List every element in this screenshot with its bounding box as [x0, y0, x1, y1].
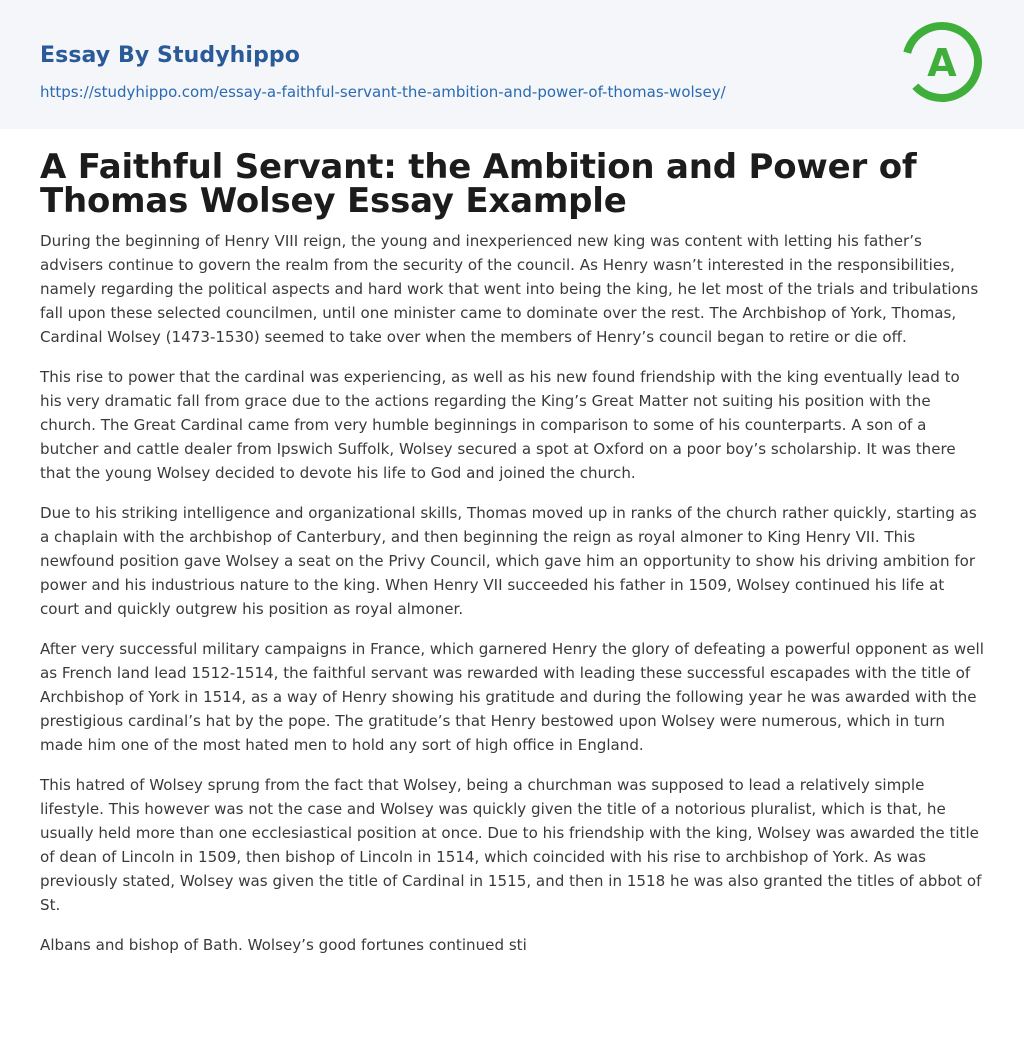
essay-paragraph-1: During the beginning of Henry VIII reign, the young and inexperienced new king was content with letting his father’s advisers continue to govern the realm from the security of the council. As Henry wasn’t interested in the responsibilities, namely regarding the political aspects and hard work that went into being the king, he let most of the trials and tribulations fall upon these selected councilmen, until one minister came to dominate over the rest. The Archbishop of York, Thomas, Cardinal Wolsey (1473-1530) seemed to take over when the members of Henry’s council began to retire or die off. — [40, 232, 979, 346]
essay-paragraph-4: After very successful military campaigns in France, which garnered Henry the glory of defeating a powerful opponent as well as French land lead 1512-1514, the faithful servant was rewarded with leading these successful escapades with the title of Archbishop of York in 1514, as a way of Henry showing his gratitude and during the following year he was awarded with the prestigious cardinal’s hat by the pope. The gratitude’s that Henry bestowed upon Wolsey were numerous, which in turn made him one of the most hated men to hold any sort of high office in England. — [40, 640, 984, 754]
essay-paragraph-5: This hatred of Wolsey sprung from the fact that Wolsey, being a churchman was supposed to lead a relatively simple lifestyle. This however was not the case and Wolsey was quickly given the title of a notorious pluralist, which is that, he usually held more than one ecclesiastical position at once. Due to his friendship with the king, Wolsey was awarded the title of dean of Lincoln in 1509, then bishop of Lincoln in 1514, which coincided with his rise to archbishop of York. As was previously stated, Wolsey was given the title of Cardinal in 1515, and then in 1518 he was also granted the titles of abbot of St. — [40, 776, 982, 914]
essay-paragraph-3: Due to his striking intelligence and organizational skills, Thomas moved up in ranks of the church rather quickly, starting as a chaplain with the archbishop of Canterbury, and then beginning the reign as royal almoner to King Henry VII. This newfound position gave Wolsey a seat on the Privy Council, which gave him an opportunity to show his driving ambition for power and his industrious nature to the king. When Henry VII succeeded his father in 1509, Wolsey continued his life at court and quickly outgrew his position as royal almoner. — [40, 504, 977, 618]
page-title: A Faithful Servant: the Ambition and Power of Thomas Wolsey Essay Example — [40, 147, 917, 221]
essay-body — [40, 229, 984, 957]
main-content — [0, 147, 1024, 957]
essay-paragraph-2: This rise to power that the cardinal was experiencing, as well as his new found friendship with the king eventually lead to his very dramatic fall from grace due to the actions regarding the King’s Great Matter not suiting his position with the church. The Great Cardinal came from very humble beginnings in comparison to some of his counterparts. A son of a butcher and cattle dealer from Ipswich Suffolk, Wolsey secured a spot at Oxford on a poor boy’s scholarship. It was there that the young Wolsey decided to devote his life to God and joined the church. — [40, 368, 960, 482]
essay-paragraph-6: Albans and bishop of Bath. Wolsey’s good fortunes continued sti — [40, 936, 527, 954]
page-url-link[interactable]: https://studyhippo.com/essay-a-faithful-servant-the-ambition-and-power-of-thomas-wolsey/ — [40, 83, 726, 101]
site-header — [0, 0, 1024, 129]
site-title-link[interactable]: Essay By Studyhippo — [40, 43, 300, 68]
studyhippo-logo-icon[interactable] — [899, 19, 985, 105]
logo-letter: A — [927, 41, 957, 85]
